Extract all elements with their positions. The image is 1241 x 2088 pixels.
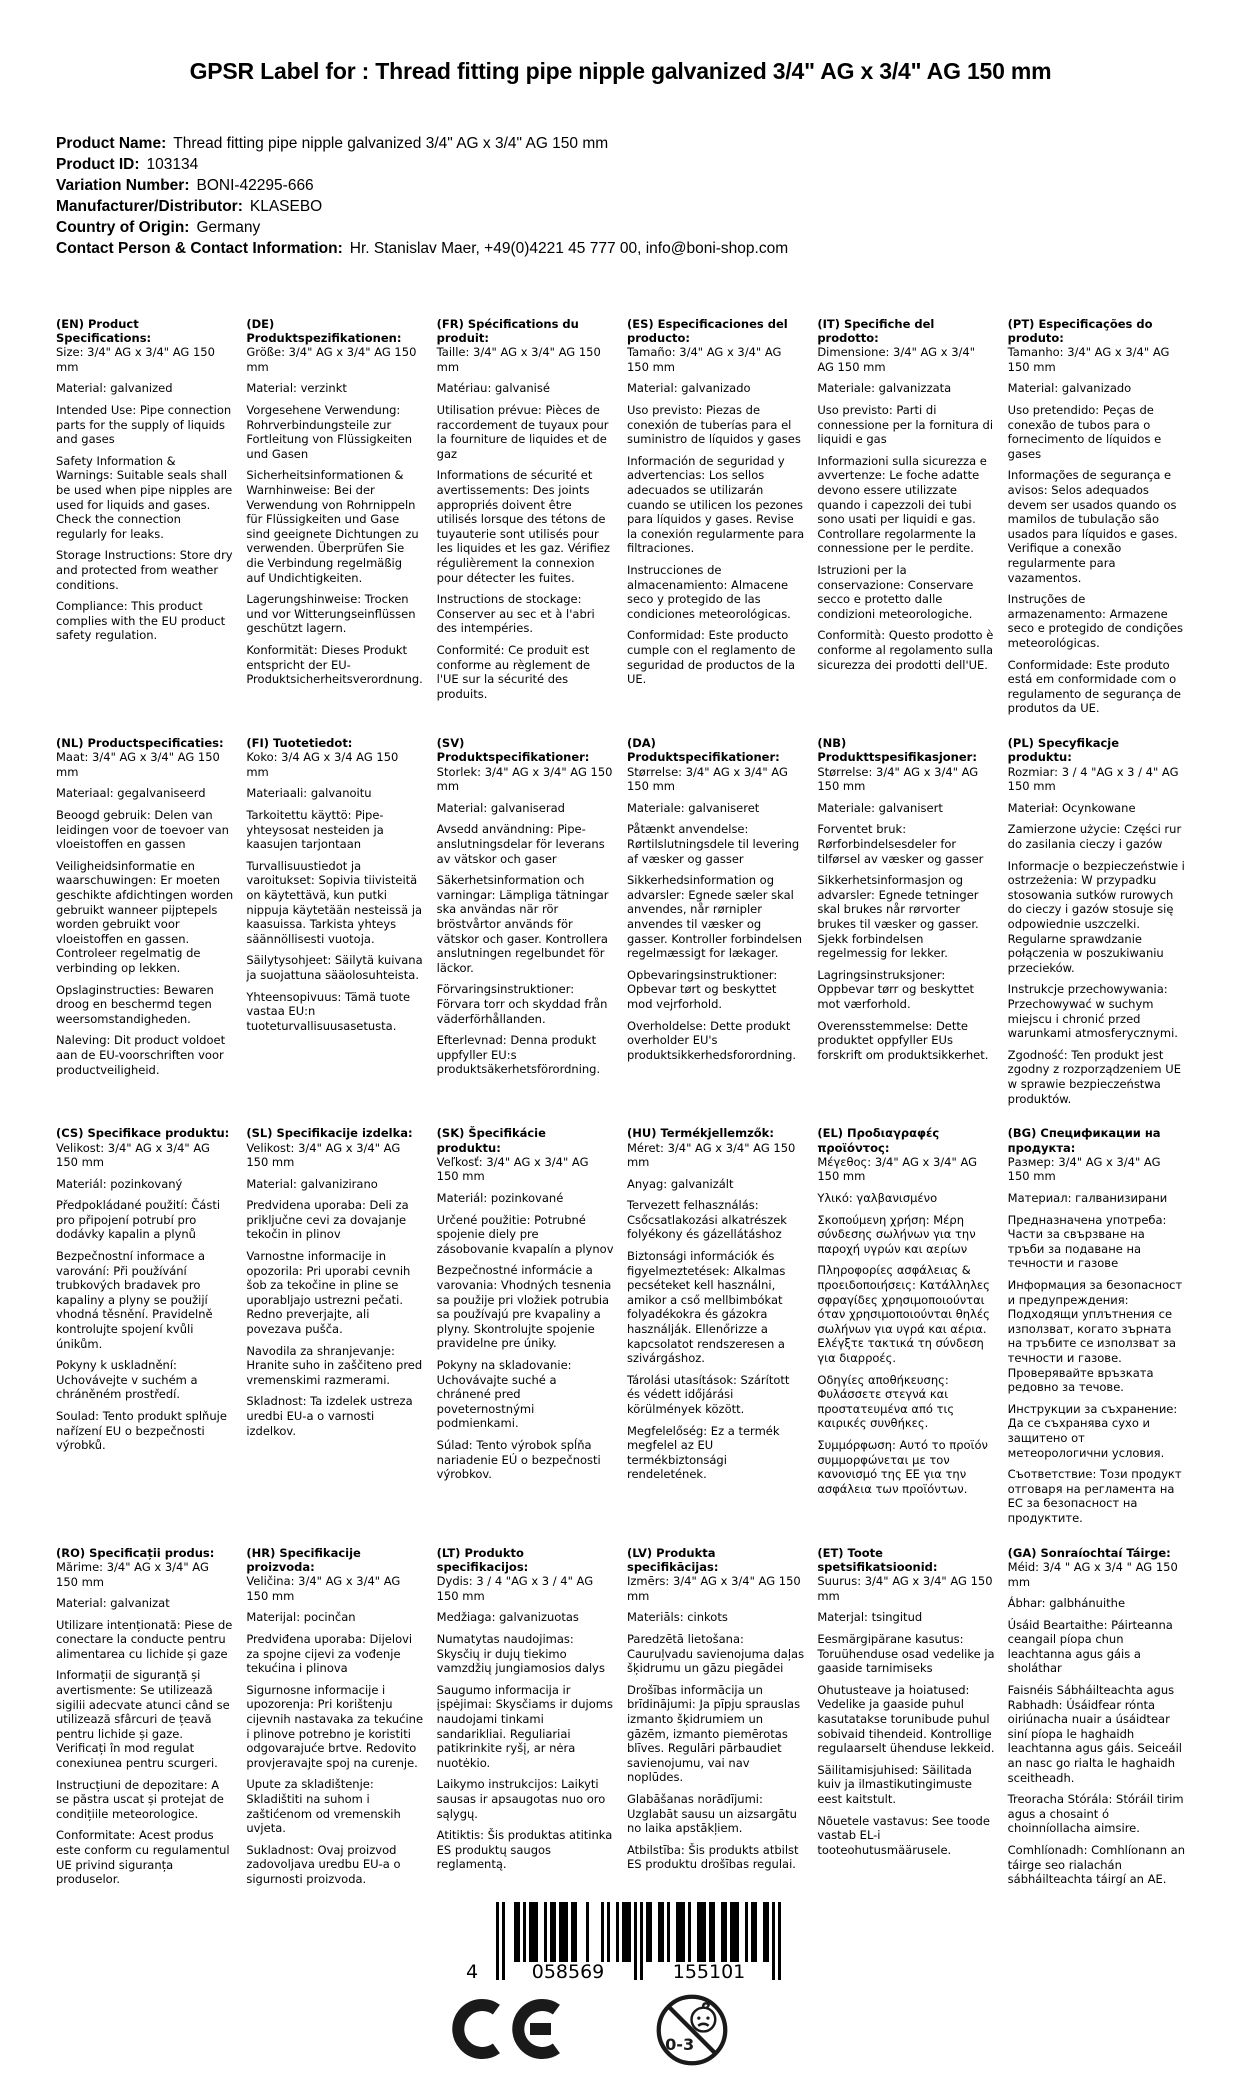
country-of-origin-row <box>56 217 1185 238</box>
spec-paragraph: Μέγεθος: 3/4" AG x 3/4" AG 150 mm <box>817 1154 978 1184</box>
spec-paragraph: Saugumo informacija ir įspėjimai: Skysčiams ir dujoms naudojami tinkami sandarikliai. Reguliariai patikrinkite ryšį, ar nėra nuotėkio. <box>436 1682 613 1770</box>
spec-paragraph: Размер: 3/4" AG x 3/4" AG 150 mm <box>1007 1154 1161 1184</box>
spec-paragraph: Safety Information & Warnings: Suitable seals shall be used when pipe nipples are used for liquids and gases. Check the connection regularly for leaks. <box>56 453 233 541</box>
spec-paragraph: Pokyny k uskladnění: Uchovávejte v suchém a chráněném prostředí. <box>56 1358 198 1402</box>
spec-paragraph: Materiale: galvanizzata <box>817 381 952 396</box>
spec-paragraph: Material: galvanizirano <box>246 1176 378 1191</box>
spec-paragraph: Ábhar: galbhánuithe <box>1007 1596 1126 1611</box>
spec-paragraph: Izmērs: 3/4" AG x 3/4" AG 150 mm <box>626 1574 801 1603</box>
spec-paragraph: Storage Instructions: Store dry and protected from weather conditions. <box>56 548 233 592</box>
spec-paragraph: Overholdelse: Dette produkt overholder EU's produktsikkerhedsforordning. <box>626 1018 797 1062</box>
spec-paragraph: Comhlíonadh: Comhlíonann an táirge seo rialachán sábháilteachta táirgí an AE. <box>1007 1843 1185 1887</box>
spec-paragraph: Naleving: Dit product voldoet aan de EU-voorschriften voor productveiligheid. <box>56 1033 226 1077</box>
spec-paragraph: Съответствие: Този продукт отговаря на регламента на ЕС за безопасност на продуктите. <box>1007 1467 1182 1525</box>
spec-paragraph: Forventet bruk: Rørforbindelsesdeler for tilførsel av væsker og gasser <box>817 822 984 866</box>
language-block-header: (DE) Produktspezifikationen: <box>246 316 402 345</box>
spec-paragraph: Material: galvanizado <box>626 381 751 396</box>
language-block-header: (GA) Sonraíochtaí Táirge: <box>1007 1545 1171 1560</box>
spec-paragraph: Materiāls: cinkots <box>626 1610 728 1625</box>
language-block-header: (SL) Specifikacije izdelka: <box>246 1126 413 1141</box>
spec-paragraph: Bezpečnostné informácie a varovania: Vhodných tesnenia sa použije pri vložiek potrubia sa používajú pre kvapaliny a plyny. Skontrolujte spojenie pravidelne pre úniky. <box>436 1263 612 1351</box>
spec-paragraph: Предназначена употреба: Части за свързване на тръби за подаване на течности и газове <box>1007 1212 1167 1271</box>
spec-paragraph: Sikkerhedsinformation og advarsler: Egnede sæler skal anvendes, når rørnipler anvendes til væsker og gasser. Kontroller forbindelsen regelmæssigt for lækager. <box>626 873 803 961</box>
spec-paragraph: Méret: 3/4" AG x 3/4" AG 150 mm <box>626 1140 796 1170</box>
spec-paragraph: Utilisation prévue: Pièces de raccordement de tuyaux pour la fourniture de liquides et de gaz <box>436 403 609 461</box>
spec-paragraph: Ohutusteave ja hoiatused: Vedelike ja gaaside puhul kasutatakse torunibude puhul sobivaid tihendeid. Kontrollige regulaarselt ühenduse lekkeid. <box>817 1682 995 1756</box>
spec-paragraph: Instrucciones de almacenamiento: Almacene seco y protegido de las condiciones meteorológicas. <box>626 562 791 621</box>
country-of-origin-value: Germany <box>196 218 261 236</box>
spec-paragraph: Dydis: 3 / 4 "AG x 3 / 4" AG 150 mm <box>436 1574 594 1603</box>
ean13-barcode <box>456 1902 786 1988</box>
spec-paragraph: Instruções de armazenamento: Armazene seco e protegido de condições meteorológicas. <box>1007 592 1183 650</box>
spec-paragraph: Materiaal: gegalvaniseerd <box>56 786 206 801</box>
spec-paragraph: Mărime: 3/4" AG x 3/4" AG 150 mm <box>56 1559 209 1589</box>
language-block-header: (LV) Produkta specifikācijas: <box>626 1545 719 1574</box>
barcode-left-digit: 4 <box>465 1960 478 1983</box>
spec-paragraph: Atitiktis: Šis produktas atitinka ES produktų saugos reglamentą. <box>436 1828 613 1872</box>
language-block-header: (SV) Produktspecifikationer: <box>436 735 590 765</box>
contact-value: Hr. Stanislav Maer, +49(0)4221 45 777 00, info@boni-shop.com <box>349 239 789 257</box>
variation-number-label: Variation Number: <box>56 176 190 194</box>
spec-paragraph: Efterlevnad: Denna produkt uppfyller EU:s produktsäkerhetsförordning. <box>436 1033 601 1077</box>
language-block-header: (PL) Specyfikacje produktu: <box>1007 735 1120 765</box>
language-block-es <box>627 317 804 723</box>
spec-paragraph: Materijal: pocinčan <box>246 1610 356 1625</box>
spec-paragraph: Säilytysohjeet: Säilytä kuivana ja suojattuna sääolosuhteista. <box>246 953 423 982</box>
spec-paragraph: Megfelelőség: Ez a termék megfelel az EU termékbiztonsági rendeletének. <box>626 1423 780 1482</box>
barcode-section <box>56 1902 1185 2068</box>
spec-paragraph: Pokyny na skladovanie: Uchovávajte suché a chránené pred poveternostnými podmienkami. <box>436 1358 572 1431</box>
language-block-header: (IT) Specifiche del prodotto: <box>817 316 935 345</box>
language-block-header: (FR) Spécifications du produit: <box>436 316 579 345</box>
spec-paragraph: Dimensione: 3/4" AG x 3/4" AG 150 mm <box>817 345 976 374</box>
spec-paragraph: Anyag: galvanizált <box>626 1176 734 1191</box>
spec-paragraph: Material: verzinkt <box>246 381 347 396</box>
spec-paragraph: Informações de segurança e avisos: Selos adequados devem ser usados quando os mamilos de tubulação são usados para líquidos e gases. Verifique a conexão regularmente para vazamentos. <box>1007 468 1178 585</box>
spec-paragraph: Lagerungshinweise: Trocken und vor Witterungseinflüssen geschützt lagern. <box>246 592 416 636</box>
spec-paragraph: Πληροφορίες ασφάλειας & προειδοποιήσεις: Κατάλληλες σφραγίδες χρησιμοποιούνται όταν χρησιμοποιούνται θηλές σωλήνων για υγρά και αέρια. Ελέγξτε τακτικά τη σύνδεση για διαρροές. <box>817 1263 990 1365</box>
spec-paragraph: Материал: галванизирани <box>1007 1191 1168 1206</box>
language-block-hr <box>246 1546 423 1894</box>
language-block-en <box>56 317 233 723</box>
language-block-header: (ET) Toote spetsifikatsioonid: <box>817 1545 938 1574</box>
spec-paragraph: Beoogd gebruik: Delen van leidingen voor de toevoer van vloeistoffen en gassen <box>56 808 229 852</box>
spec-paragraph: Material: galvanizado <box>1007 381 1132 396</box>
spec-paragraph: Istruzioni per la conservazione: Conservare secco e protetto dalle condizioni meteorologiche. <box>817 562 974 621</box>
product-name-label: Product Name: <box>56 134 167 152</box>
spec-paragraph: Instructions de stockage: Conserver au sec et à l'abri des intempéries. <box>436 592 595 636</box>
spec-paragraph: Informazioni sulla sicurezza e avvertenze: Le foche adatte devono essere utilizzate quando i capezzoli dei tubi sono usati per liquidi e gas. Controllare regolarmente la connessione per le perdite. <box>817 453 987 556</box>
language-block-fr <box>437 317 614 723</box>
language-block-header: (CS) Specifikace produktu: <box>56 1126 230 1141</box>
spec-paragraph: Eesmärgipärane kasutus: Toruühenduse osad vedelike ja gaaside tarnimiseks <box>817 1632 995 1676</box>
spec-paragraph: Conformidad: Este producto cumple con el reglamento de seguridad de productos de la UE. <box>626 628 796 687</box>
spec-paragraph: Yhteensopivuus: Tämä tuote vastaa EU:n tuoteturvallisuusasetusta. <box>246 989 411 1033</box>
spec-paragraph: Informații de siguranță și avertismente: Se utilizează sigilii adecvate atunci când se utilizează sfârcuri de țeavă pentru lichide și gaze. Verificați în mod regulat conexiunea pentru scurgeri. <box>56 1668 230 1771</box>
spec-paragraph: Materiaali: galvanoitu <box>246 786 372 801</box>
product-name-row <box>56 133 1185 154</box>
spec-paragraph: Информация за безопасност и предупреждения: Подходящи уплътнения се използват, когато зърната на тръбите се използват за течности и газове. Проверявайте връзката редовно за течове. <box>1007 1278 1183 1395</box>
spec-paragraph: Velikost: 3/4" AG x 3/4" AG 150 mm <box>246 1140 401 1170</box>
spec-paragraph: Informations de sécurité et avertissements: Des joints appropriés doivent être utilisés lorsque des tétons de tuyauterie sont utilisés pour les liquides et les gaz. Vérifiez régulièrement la connexion pour détecter les fuites. <box>436 468 610 585</box>
variation-number-row <box>56 175 1185 196</box>
age-warning-text: 0-3 <box>664 2034 694 2054</box>
spec-paragraph: Úsáid Beartaithe: Páirteanna ceangail píopa chun leachtanna agus gáis a sholáthar <box>1007 1617 1173 1676</box>
language-block-header: (DA) Produktspecifikationer: <box>626 735 780 765</box>
spec-paragraph: Materiál: pozinkovaný <box>56 1176 183 1191</box>
spec-paragraph: Materiale: galvaniseret <box>626 800 760 815</box>
spec-paragraph: Size: 3/4" AG x 3/4" AG 150 mm <box>56 345 215 374</box>
spec-paragraph: Uso pretendido: Peças de conexão de tubos para o fornecimento de líquidos e gases <box>1007 403 1162 461</box>
language-block-header: (HR) Specifikacije proizvoda: <box>246 1545 361 1574</box>
manufacturer-label: Manufacturer/Distributor: <box>56 197 243 215</box>
spec-paragraph: Tervezett felhasználás: Csőcsatlakozási alkatrészek folyékony és gázellátáshoz <box>626 1198 787 1242</box>
spec-paragraph: Σκοπούμενη χρήση: Μέρη σύνδεσης σωλήνων για την παροχή υγρών και αερίων <box>817 1212 976 1256</box>
spec-paragraph: Συμμόρφωση: Αυτό το προϊόν συμμορφώνεται με τον κανονισμό της ΕΕ για την ασφάλεια των προϊόντων. <box>817 1437 988 1496</box>
spec-paragraph: Numatytas naudojimas: Skysčių ir dujų tiekimo vamzdžių jungiamosios dalys <box>436 1632 605 1676</box>
ce-mark-icon <box>450 1998 568 2060</box>
language-block-fi <box>246 736 423 1113</box>
language-block-header: (FI) Tuotetiedot: <box>246 735 353 750</box>
language-block-de <box>246 317 423 723</box>
age-warning-0-3-icon <box>654 1992 730 2068</box>
language-block-header: (ES) Especificaciones del producto: <box>626 316 788 345</box>
language-block-pt <box>1008 317 1185 723</box>
spec-paragraph: Sicherheitsinformationen & Warnhinweise: Bei der Verwendung von Rohrnippeln für Flüssigkeiten und Gase sind geeignete Dichtungen zu verwenden. Überprüfen Sie die Verbindung regelmäßig auf Undichtigkeiten. <box>246 468 419 585</box>
spec-paragraph: Conformité: Ce produit est conforme au règlement de l'UE sur la sécurité des produits. <box>436 642 591 701</box>
spec-paragraph: Υλικό: γαλβανισμένο <box>817 1191 938 1206</box>
language-block-pl <box>1008 736 1185 1113</box>
spec-paragraph: Navodila za shranjevanje: Hranite suho in zaščiteno pred vremenskimi razmerami. <box>246 1343 423 1387</box>
spec-paragraph: Určené použitie: Potrubné spojenie diely pre zásobovanie kvapalín a plynov <box>436 1212 614 1256</box>
language-block-hu <box>627 1126 804 1532</box>
spec-paragraph: Materiale: galvanisert <box>817 800 943 815</box>
spec-paragraph: Tamanho: 3/4" AG x 3/4" AG 150 mm <box>1007 345 1170 374</box>
spec-paragraph: Maat: 3/4" AG x 3/4" AG 150 mm <box>56 750 220 779</box>
language-block-it <box>817 317 994 723</box>
spec-paragraph: Sikkerhetsinformasjon og advarsler: Egnede tetninger skal brukes når rørvorter brukes til væsker og gasser. Sjekk forbindelsen regelmessig for lekker. <box>817 873 979 961</box>
spec-paragraph: Taille: 3/4" AG x 3/4" AG 150 mm <box>436 345 601 374</box>
language-block-header: (RO) Specificații produs: <box>56 1545 215 1560</box>
spec-paragraph: Lagringsinstruksjoner: Oppbevar tørr og beskyttet mot værforhold. <box>817 967 975 1011</box>
baby-face-icon <box>691 2003 715 2031</box>
spec-paragraph: Material: galvanizat <box>56 1596 170 1611</box>
contact-row <box>56 238 1185 259</box>
spec-paragraph: Atbilstība: Šis produkts atbilst ES produktu drošības regulai. <box>626 1842 799 1872</box>
spec-paragraph: Méid: 3/4 " AG x 3/4 " AG 150 mm <box>1007 1559 1178 1589</box>
spec-paragraph: Material: galvanized <box>56 381 173 396</box>
spec-paragraph: Materiał: Ocynkowane <box>1007 800 1136 815</box>
spec-paragraph: Avsedd användning: Pipe-anslutningsdelar för leverans av vätskor och gaser <box>436 822 605 866</box>
spec-paragraph: Sigurnosne informacije i upozorenja: Pri korištenju cijevnih nastavaka za tekućine i plinove potrebno je koristiti odgovarajuće brtve. Redovito provjeravajte spoj na curenje. <box>246 1682 424 1770</box>
spec-paragraph: Turvallisuustiedot ja varoitukset: Sopivia tiivisteitä on käytettävä, kun putki nippuja käytetään nesteissä ja kaasuissa. Tarkista yhteys säännöllisesti vuotoja. <box>246 858 423 946</box>
language-block-lt <box>437 1546 614 1894</box>
spec-paragraph: Velikost: 3/4" AG x 3/4" AG 150 mm <box>56 1140 210 1170</box>
spec-paragraph: Veľkosť: 3/4" AG x 3/4" AG 150 mm <box>436 1154 589 1184</box>
spec-paragraph: Størrelse: 3/4" AG x 3/4" AG 150 mm <box>817 764 979 794</box>
language-block-bg <box>1008 1126 1185 1532</box>
spec-paragraph: Bezpečnostní informace a varování: Při používání trubkových bradavek pro kapaliny a plyny se použijí vhodná těsnění. Pravidelně kontrolujte spojení kvůli únikům. <box>56 1249 213 1351</box>
language-grid <box>56 317 1185 1894</box>
spec-paragraph: Veličina: 3/4" AG x 3/4" AG 150 mm <box>246 1574 401 1603</box>
spec-paragraph: Säkerhetsinformation och varningar: Lämpliga tätningar ska användas när rör bröstvårtor används för vätskor och gaser. Kontrollera anslutningen regelbundet för läckor. <box>436 873 609 975</box>
contact-label: Contact Person & Contact Information: <box>56 239 343 257</box>
spec-paragraph: Tárolási utasítások: Szárított és védett időjárási körülmények között. <box>626 1372 790 1416</box>
page-title: GPSR Label for : Thread fitting pipe nipple galvanized 3/4" AG x 3/4" AG 150 mm <box>189 58 1052 84</box>
spec-paragraph: Instrucțiuni de depozitare: A se păstra uscat și protejat de condițiile meteorologice. <box>56 1777 224 1821</box>
language-block-sl <box>246 1126 423 1532</box>
spec-paragraph: Předpokládané použití: Části pro připojení potrubí pro dodávky kapalin a plynů <box>56 1198 221 1242</box>
spec-paragraph: Conformitate: Acest produs este conform cu regulamentul UE privind siguranța produselor. <box>56 1828 230 1887</box>
spec-paragraph: Información de seguridad y advertencias: Los sellos adecuados se utilizarán cuando se utilicen los pezones para líquidos y gases. Revise la conexión regularmente para filtraciones. <box>626 453 805 556</box>
spec-paragraph: Förvaringsinstruktioner: Förvara torr och skyddad från väderförhållanden. <box>436 982 608 1026</box>
language-block-ga <box>1008 1546 1185 1894</box>
language-block-lv <box>627 1546 804 1894</box>
product-id-label: Product ID: <box>56 155 140 173</box>
spec-paragraph: Opslaginstructies: Bewaren droog en beschermd tegen weersomstandigheden. <box>56 982 214 1026</box>
spec-paragraph: Zgodność: Ten produkt jest zgodny z rozporządzeniem UE w sprawie bezpieczeństwa produktów. <box>1007 1047 1181 1106</box>
spec-paragraph: Sukladnost: Ovaj proizvod zadovoljava uredbu EU-a o sigurnosti proizvoda. <box>246 1842 401 1886</box>
spec-paragraph: Informacje o bezpieczeństwie i ostrzeżenia: W przypadku stosowania sutków rurowych do cieczy i gazów stosuje się odpowiednie uszczelki. Regularne sprawdzanie połączenia w poszukiwaniu przecieków. <box>1007 858 1185 975</box>
spec-paragraph: Инструкции за съхранение: Да се съхранява сухо и защитено от метеорологични условия. <box>1007 1401 1178 1460</box>
spec-paragraph: Materjal: tsingitud <box>817 1610 923 1625</box>
spec-paragraph: Zamierzone użycie: Części rur do zasilania cieczy i gazów <box>1007 822 1182 852</box>
manufacturer-row <box>56 196 1185 217</box>
language-block-header: (SK) Špecifikácie produktu: <box>436 1126 546 1155</box>
spec-paragraph: Påtænkt anvendelse: Rørtilslutningsdele til levering af væsker og gasser <box>626 822 800 866</box>
spec-paragraph: Koko: 3/4 AG x 3/4 AG 150 mm <box>246 750 399 779</box>
language-block-header: (NB) Produkttspesifikasjoner: <box>817 735 977 765</box>
spec-paragraph: Material: galvaniserad <box>436 800 565 815</box>
spec-paragraph: Storlek: 3/4" AG x 3/4" AG 150 mm <box>436 764 613 794</box>
spec-paragraph: Utilizare intenționată: Piese de conectare la conducte pentru alimentarea cu lichide și gaze <box>56 1617 233 1661</box>
language-block-sv <box>437 736 614 1113</box>
language-block-sk <box>437 1126 614 1532</box>
spec-paragraph: Rozmiar: 3 / 4 "AG x 3 / 4" AG 150 mm <box>1007 764 1179 794</box>
spec-paragraph: Compliance: This product complies with the EU product safety regulation. <box>56 599 226 643</box>
spec-paragraph: Οδηγίες αποθήκευσης: Φυλάσσετε στεγνά και προστατευμένα από τις καιρικές συνθήκες. <box>817 1372 955 1431</box>
language-block-ro <box>56 1546 233 1894</box>
language-block-nl <box>56 736 233 1113</box>
language-block-el <box>817 1126 994 1532</box>
language-block-et <box>817 1546 994 1894</box>
spec-paragraph: Paredzētā lietošana: Cauruļvadu savienojuma daļas šķidrumu un gāzu piegādei <box>626 1632 805 1676</box>
barcode-group2: 155101 <box>672 1960 745 1983</box>
spec-paragraph: Tarkoitettu käyttö: Pipe-yhteysosat nesteiden ja kaasujen tarjontaan <box>246 808 384 852</box>
spec-paragraph: Faisnéis Sábháilteachta agus Rabhadh: Úsáidfear rónta oiriúnacha nuair a úsáidtear siní píopa le haghaidh leachtanna agus gáis. Seiceáil an nasc go rialta le haghaidh sceitheadh. <box>1007 1683 1182 1785</box>
spec-paragraph: Conformità: Questo prodotto è conforme al regolamento sulla sicurezza dei prodotti dell'UE. <box>817 628 994 672</box>
spec-paragraph: Drošības informācija un brīdinājumi: Ja pīpju sprauslas izmanto šķidrumiem un gāzēm, izmanto piemērotas blīves. Regulāri pārbaudiet savienojumu, vai nav noplūdes. <box>626 1682 801 1785</box>
spec-paragraph: Säilitamisjuhised: Säilitada kuiv ja ilmastikutingimuste eest kaitstult. <box>817 1762 972 1806</box>
spec-paragraph: Uso previsto: Parti di connessione per la fornitura di liquidi e gas <box>817 403 994 447</box>
spec-paragraph: Konformität: Dieses Produkt entspricht der EU-Produktsicherheitsverordnung. <box>246 642 423 687</box>
spec-paragraph: Instrukcje przechowywania: Przechowywać w suchym miejscu i chronić przed warunkami atmosferycznymi. <box>1007 982 1178 1041</box>
language-block-header: (PT) Especificações do produto: <box>1007 316 1153 345</box>
spec-paragraph: Predvidena uporaba: Deli za priključne cevi za dovajanje tekočin in plinov <box>246 1198 409 1242</box>
spec-paragraph: Größe: 3/4" AG x 3/4" AG 150 mm <box>246 345 417 374</box>
manufacturer-value: KLASEBO <box>249 197 323 215</box>
product-info-section <box>56 133 1185 259</box>
spec-paragraph: Conformidade: Este produto está em conformidade com o regulamento de segurança de produtos da UE. <box>1007 657 1181 716</box>
product-name-value: Thread fitting pipe nipple galvanized 3/4" AG x 3/4" AG 150 mm <box>173 134 609 152</box>
country-of-origin-label: Country of Origin: <box>56 218 190 236</box>
spec-paragraph: Uso previsto: Piezas de conexión de tuberías para el suministro de líquidos y gases <box>626 403 801 447</box>
spec-paragraph: Materiál: pozinkované <box>436 1191 564 1206</box>
product-id-value: 103134 <box>146 155 199 173</box>
spec-paragraph: Nõuetele vastavus: See toode vastab EL-i tooteohutusmäärusele. <box>817 1813 990 1857</box>
product-id-row <box>56 154 1185 175</box>
spec-paragraph: Súlad: Tento výrobok spĺňa nariadenie EÚ o bezpečnosti výrobkov. <box>436 1437 601 1482</box>
spec-paragraph: Soulad: Tento produkt splňuje nařízení EU o bezpečnosti výrobků. <box>56 1409 227 1453</box>
variation-number-value: BONI-42295-666 <box>196 176 314 194</box>
spec-paragraph: Glabāšanas norādījumi: Uzglabāt sausu un aizsargātu no laika apstākļiem. <box>626 1792 797 1836</box>
language-block-cs <box>56 1126 233 1532</box>
language-block-header: (NL) Productspecificaties: <box>56 735 224 750</box>
spec-paragraph: Vorgesehene Verwendung: Rohrverbindungsteile zur Fortleitung von Flüssigkeiten und Gasen <box>246 403 413 461</box>
spec-paragraph: Intended Use: Pipe connection parts for the supply of liquids and gases <box>56 403 232 447</box>
spec-paragraph: Overensstemmelse: Dette produktet oppfyller EUs forskrift om produktsikkerhet. <box>817 1018 989 1062</box>
language-block-nb <box>817 736 994 1113</box>
language-block-header: (HU) Termékjellemzők: <box>626 1126 774 1141</box>
barcode-group1: 058569 <box>531 1960 604 1983</box>
language-block-header: (EN) Product Specifications: <box>56 316 152 345</box>
language-block-header: (BG) Спецификации на продукта: <box>1007 1126 1161 1155</box>
language-block-header: (LT) Produkto specifikacijos: <box>436 1545 529 1574</box>
spec-paragraph: Treoracha Stórála: Stóráil tirim agus a chosaint ó choinníollacha aimsire. <box>1007 1792 1184 1836</box>
spec-paragraph: Tamaño: 3/4" AG x 3/4" AG 150 mm <box>626 345 782 374</box>
spec-paragraph: Størrelse: 3/4" AG x 3/4" AG 150 mm <box>626 764 788 794</box>
spec-paragraph: Laikymo instrukcijos: Laikyti sausas ir apsaugotas nuo oro sąlygų. <box>436 1777 606 1821</box>
spec-paragraph: Veiligheidsinformatie en waarschuwingen: Er moeten geschikte afdichtingen worden gebruikt wanneer pijptepels worden gebruikt voor vloeistoffen en gassen. Controleer regelmatig de verbinding op lekken. <box>56 858 234 975</box>
spec-paragraph: Matériau: galvanisé <box>436 381 550 396</box>
spec-paragraph: Suurus: 3/4" AG x 3/4" AG 150 mm <box>817 1574 993 1603</box>
language-block-da <box>627 736 804 1113</box>
spec-paragraph: Varnostne informacije in opozorila: Pri uporabi cevnih šob za tekočine in pline se uporabljajo ustrezni pečati. Redno preverjajte, ali povezava pušča. <box>246 1249 411 1337</box>
spec-paragraph: Skladnost: Ta izdelek ustreza uredbi EU-a o varnosti izdelkov. <box>246 1394 413 1438</box>
spec-paragraph: Medžiaga: galvanizuotas <box>436 1610 579 1625</box>
language-block-header: (EL) Προδιαγραφές προϊόντος: <box>817 1126 940 1155</box>
compliance-symbols-row <box>456 1998 786 2068</box>
spec-paragraph: Predviđena uporaba: Dijelovi za spojne cijevi za vođenje tekućina i plinova <box>246 1632 413 1676</box>
spec-paragraph: Biztonsági információk és figyelmeztetések: Alkalmas pecséteket kell használni, amikor a cső mellbimbókat folyadékokra és gázokra használják. Ellenőrizze a kapcsolatot rendszeresen a szivárgáshoz. <box>626 1249 786 1366</box>
spec-paragraph: Opbevaringsinstruktioner: Opbevar tørt og beskyttet mod vejrforhold. <box>626 967 778 1011</box>
spec-paragraph: Upute za skladištenje: Skladištiti na suhom i zaštićenom od vremenskih uvjeta. <box>246 1777 401 1836</box>
